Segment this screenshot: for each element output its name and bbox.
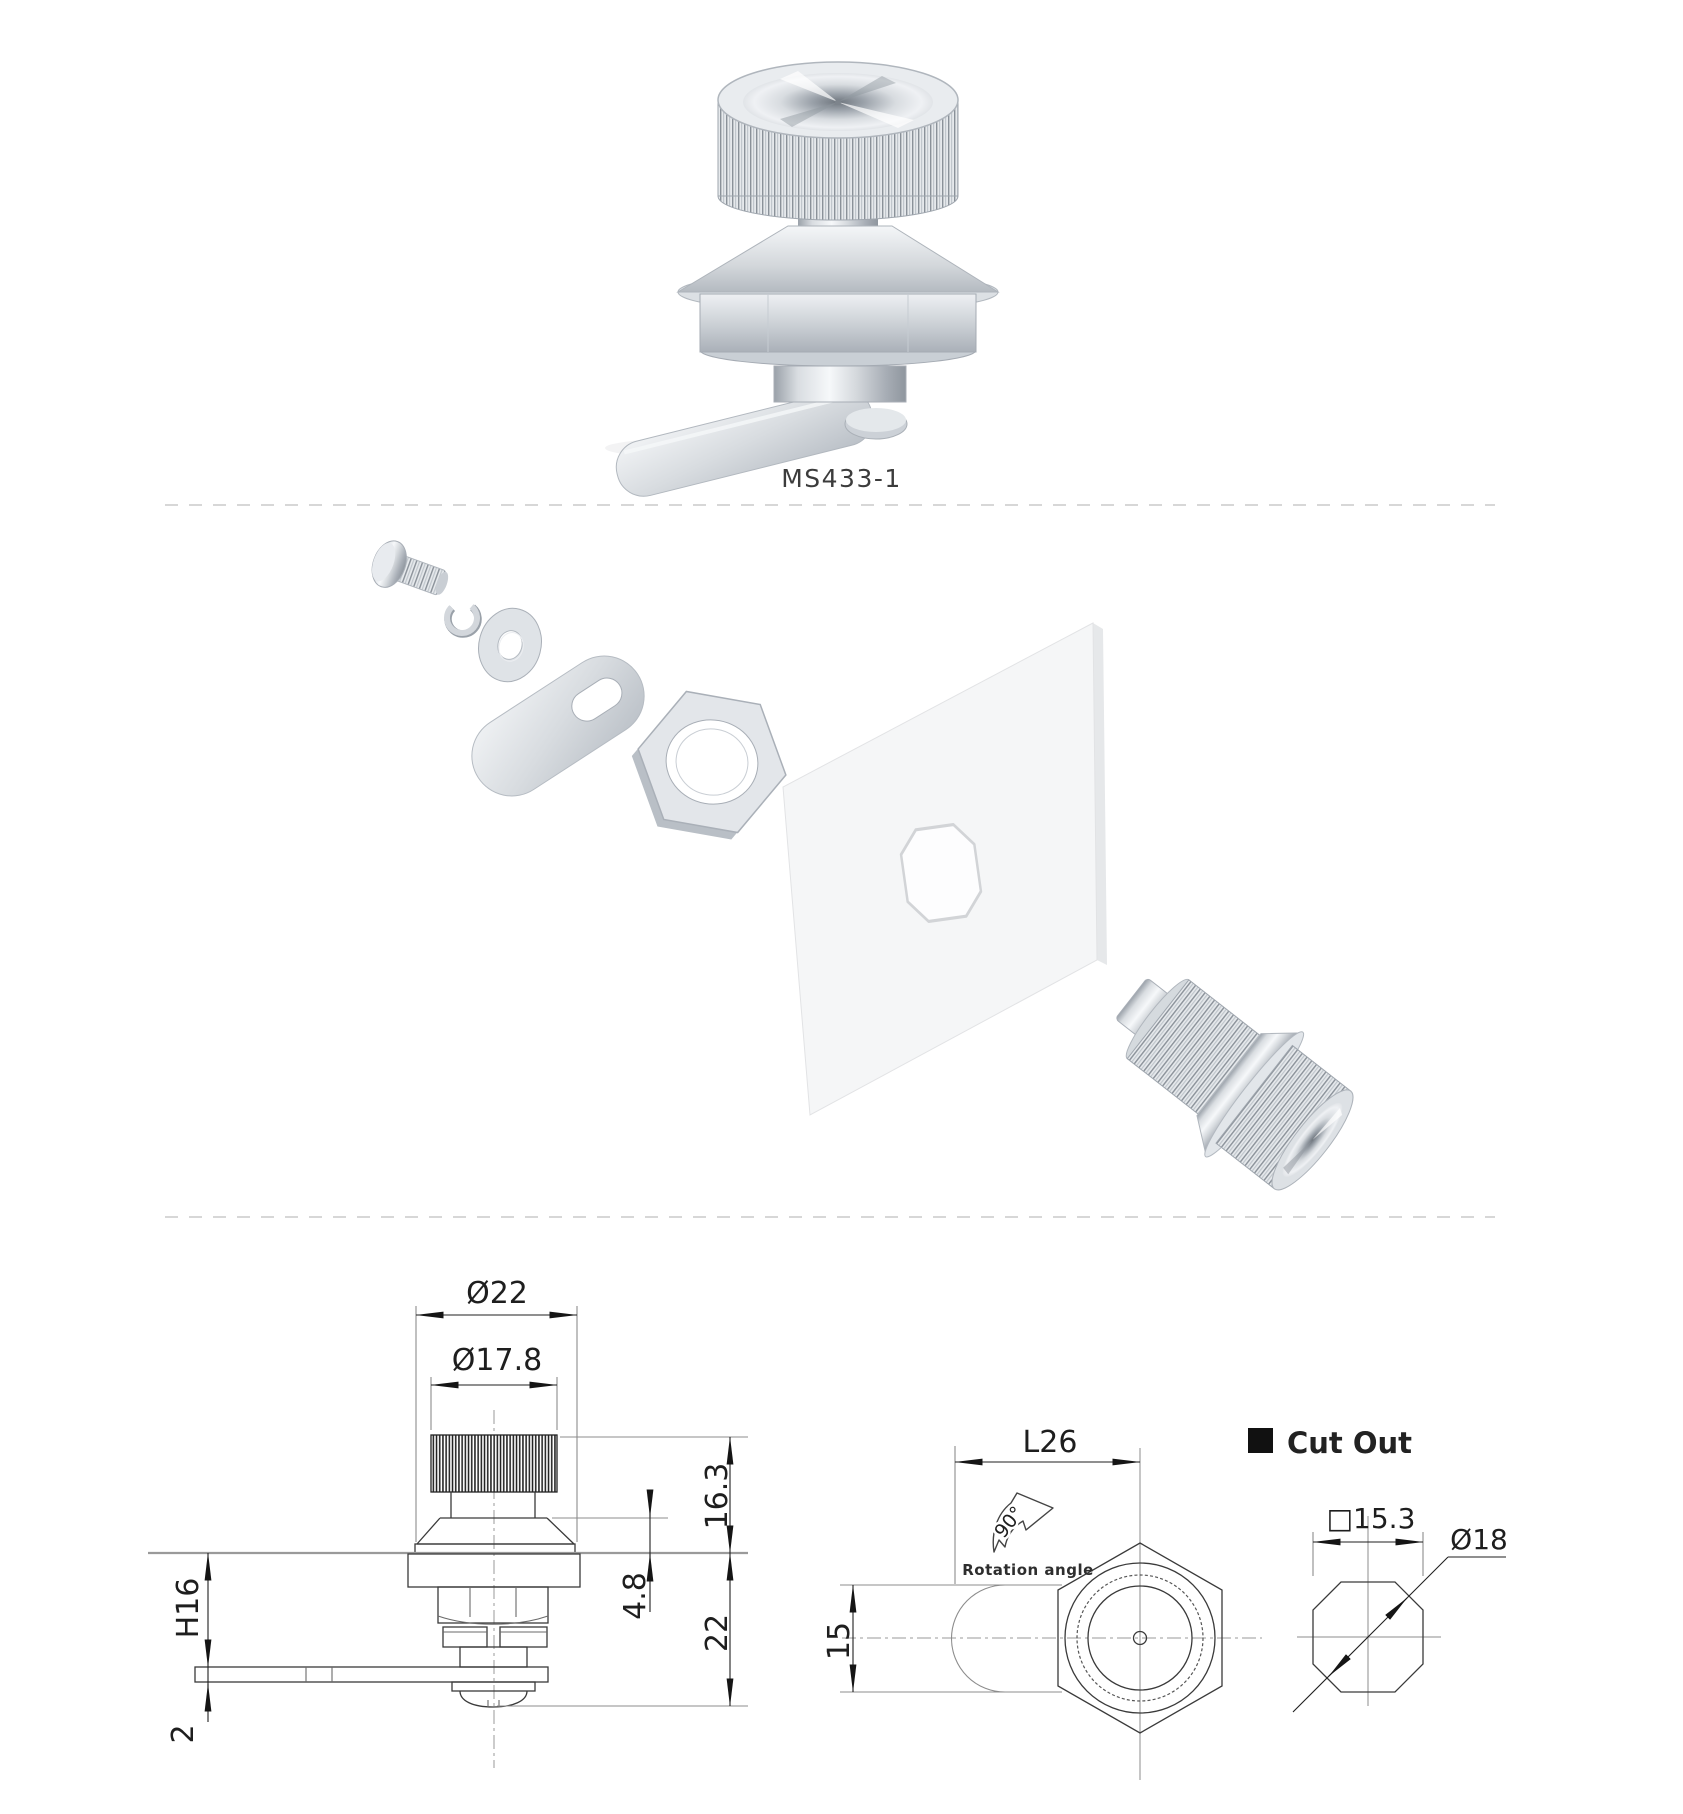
dim-knob-knurl-dia: Ø17.8	[451, 1343, 543, 1378]
dim-cutout-square: □15.3	[1326, 1502, 1416, 1535]
cutout-drawing	[1248, 1426, 1508, 1712]
product-model-label: MS433-1	[781, 464, 902, 493]
exploded-spring-washer	[441, 597, 484, 640]
dim-height-below-panel: 22	[700, 1613, 735, 1653]
photo-lock-barrel	[774, 366, 906, 402]
exploded-mounting-panel	[783, 623, 1107, 1115]
top-view-drawing	[822, 1425, 1262, 1780]
product-photo-image	[0, 0, 1683, 505]
exploded-screw	[366, 536, 455, 607]
dim-grip-range: H16	[171, 1577, 206, 1639]
dim-knob-outer-dia: Ø22	[466, 1276, 528, 1311]
rotation-angle-value: 90°	[990, 1502, 1029, 1543]
cutout-title: Cut Out	[1287, 1426, 1413, 1460]
side-view-drawing	[148, 1276, 748, 1768]
section-divider-bottom	[165, 1216, 1495, 1218]
legend-square-icon	[1248, 1428, 1273, 1453]
dim-cam-thickness: 2	[166, 1724, 201, 1744]
dim-cutout-corner-dia: Ø18	[1450, 1523, 1508, 1556]
photo-hex-nut	[700, 294, 976, 352]
photo-cone-collar	[678, 226, 998, 292]
dim-cam-width: 15	[822, 1621, 857, 1661]
technical-drawings	[0, 1240, 1683, 1814]
dim-height-above-panel: 16.3	[700, 1462, 735, 1530]
dim-cam-length: L26	[1022, 1425, 1078, 1460]
exploded-view-image	[0, 510, 1683, 1215]
cam-lock-photo	[605, 62, 998, 502]
exploded-flat-washer	[470, 601, 549, 689]
exploded-hex-nut	[621, 684, 798, 847]
rotation-angle-label: Rotation angle	[962, 1561, 1094, 1579]
dim-collar-height: 4.8	[618, 1572, 653, 1620]
exploded-lock-body	[1083, 936, 1375, 1213]
section-divider-top	[165, 504, 1495, 506]
